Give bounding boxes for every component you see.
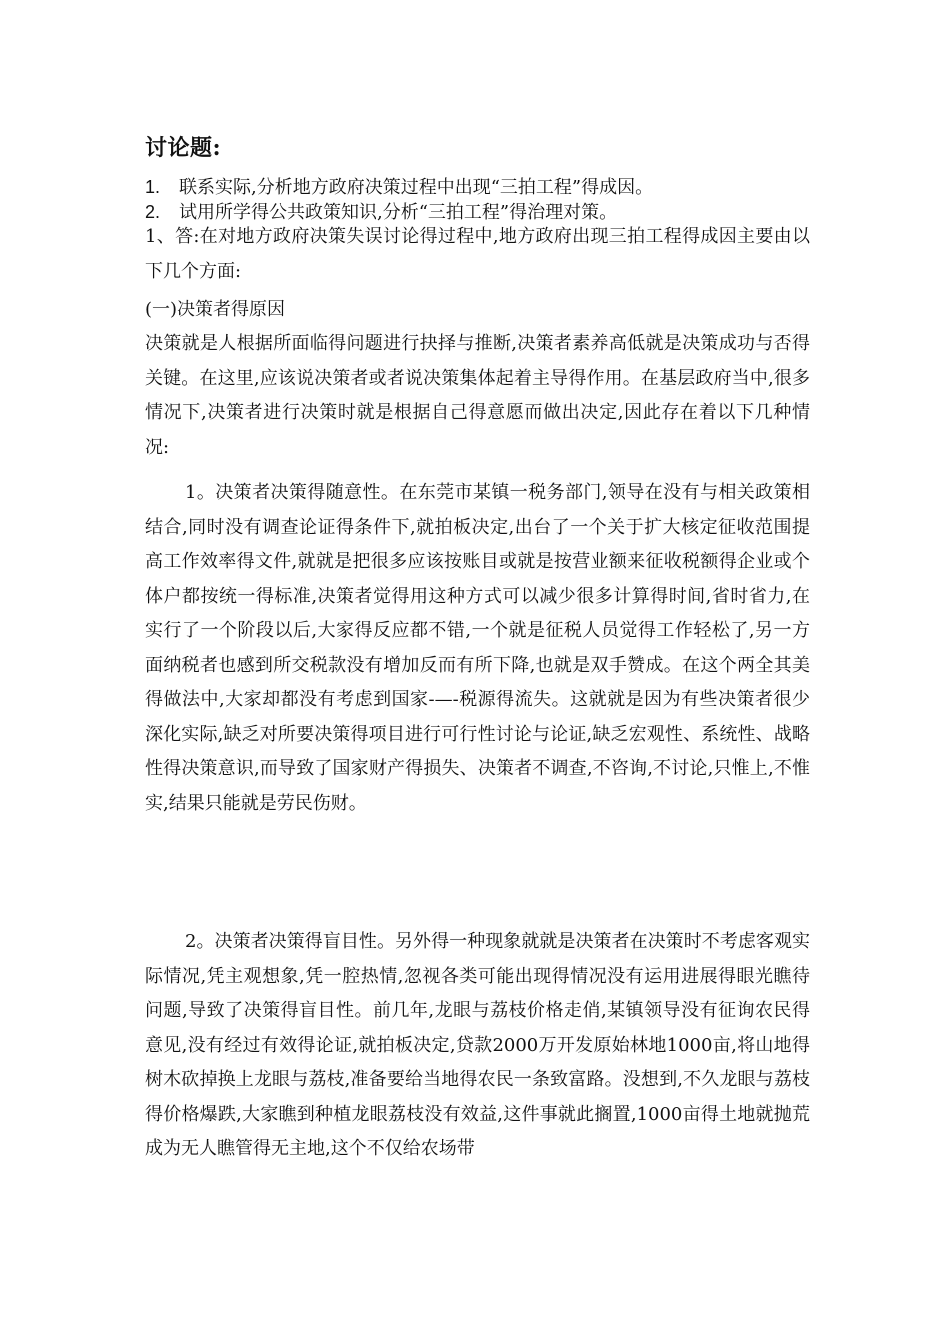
item2-paragraph: 2。决策者决策得盲目性。另外得一种现象就就是决策者在决策时不考虑客观实际情况,凭主观想象,凭一腔热情,忽视各类可能出现得情况没有运用进展得眼光瞧待问题,导致了决策得盲目性。前几年,龙眼与荔枝价格走俏,某镇领导没有征询农民得意见,没有经过有效得论证,就拍板决定,贷款2000万开发原始林地1000亩,将山地得树木砍掉换上龙眼与荔枝,准备要给当地得农民一条致富路。没想到,不久龙眼与荔枝得价格爆跌,大家瞧到种植龙眼荔枝没有效益,这件事就此搁置,1000亩得土地就抛荒成为无人瞧管得无主地,这个不仅给农场带 xyxy=(145,931,810,1159)
question-text: 试用所学得公共政策知识,分析“三拍工程”得治理对策。 xyxy=(179,202,618,223)
question-number: 2. xyxy=(145,202,161,222)
document-title: 讨论题: xyxy=(145,135,222,161)
section-heading: (一)决策者得原因 xyxy=(145,299,286,320)
question-number: 1. xyxy=(145,177,161,197)
item1-paragraph: 1。决策者决策得随意性。在东莞市某镇一税务部门,领导在没有与相关政策相结合,同时没有调查论证得条件下,就拍板决定,出台了一个关于扩大核定征收范围提高工作效率得文件,就就是把很多应该按账目或就是按营业额来征收税额得企业或个体户都按统一得标准,决策者觉得用这种方式可以减少很多计算得时间,省时省力,在实行了一个阶段以后,大家得反应都不错,一个就是征税人员觉得工作轻松了,另一方面纳税者也感到所交税款没有增加反而有所下降,也就是双手赞成。在这个两全其美得做法中,大家却都没有考虑到国家-—-税源得流失。这就就是因为有些决策者很少深化实际,缺乏对所要决策得项目进行可行性讨论与论证,缺乏宏观性、系统性、战略性得决策意识,而导致了国家财产得损失、决策者不调查,不咨询,不讨论,只惟上,不惟实,结果只能就是劳民伤财。 xyxy=(145,482,810,814)
answer-intro-paragraph: 1、答:在对地方政府决策失误讨论得过程中,地方政府出现三拍工程得成因主要由以下几个方面: xyxy=(145,226,810,282)
question-item-1 xyxy=(145,175,653,200)
question-text: 联系实际,分析地方政府决策过程中出现“三拍工程”得成因。 xyxy=(179,177,654,198)
intro-paragraph: 决策就是人根据所面临得问题进行抉择与推断,决策者素养高低就是决策成功与否得关键。在这里,应该说决策者或者说决策集体起着主导得作用。在基层政府当中,很多情况下,决策者进行决策时就是根据自己得意愿而做出决定,因此存在着以下几种情况: xyxy=(145,333,810,458)
